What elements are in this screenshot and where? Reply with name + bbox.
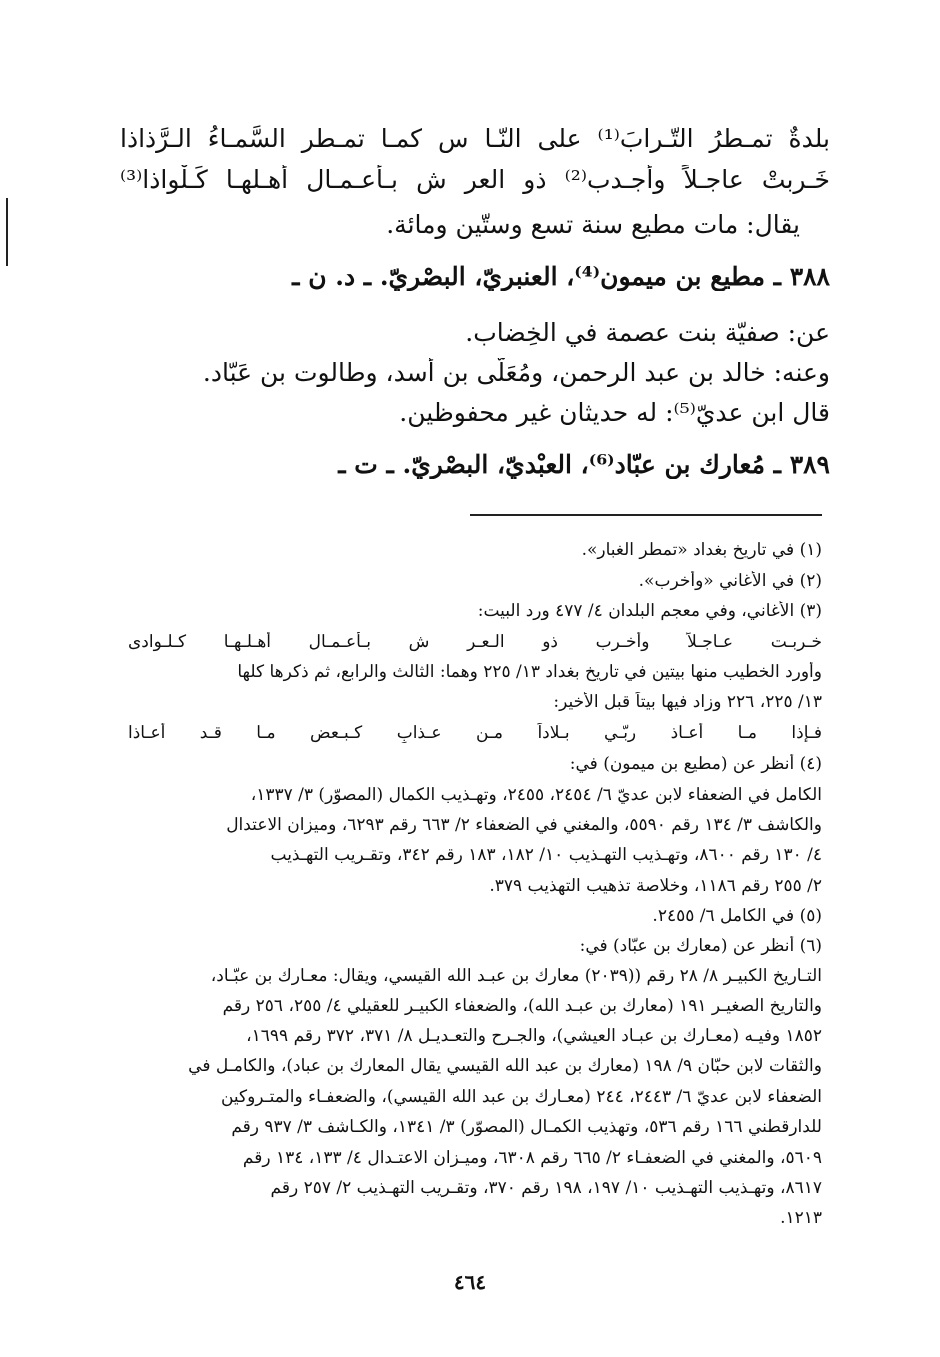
- footnote-5: (٥) في الكامل ٦/ ٢٤٥٥.: [652, 906, 822, 926]
- footnote-3: (٣) الأغاني، وفي معجم البلدان ٤/ ٤٧٧ ورد البيت:: [477, 601, 822, 621]
- entry-388-ibn-adi: قال ابن عديّ⁽⁵⁾: له حديثان غير محفوظين.: [399, 398, 830, 427]
- verse-line-2: خَـرِبتْ عاجـلاً وأجـدب⁽²⁾ ذو العر ش بـأعـمـال أهـلهـا كَـلْواذا⁽³⁾: [120, 165, 830, 194]
- death-note: يقال: مات مطيع سنة تسعٍ وستّين ومائة.: [386, 210, 800, 239]
- entry-388-from: عن: صفيّة بنت عصمة في الخِضاب.: [465, 318, 830, 347]
- footnote-4: (٤) أنظر عن (مطيع بن ميمون) في:: [569, 754, 822, 774]
- footnote-6-line-3: ١٨٥٢ وفيـه (معـارك بن عبـاد العيشي)، والجـرح والتعـديـل ٨/ ٣٧١، ٣٧٢ رقم ١٦٩٩،: [246, 1026, 822, 1046]
- footnote-1: (١) في تاريخ بغداد «تمطر الغبار».: [581, 540, 822, 560]
- page-number: ٤٦٤: [453, 1270, 487, 1294]
- footnote-4-line-1: الكامل في الضعفاء لابن عديّ ٦/ ٢٤٥٤، ٢٤٥٥، وتهـذيب الكمال (المصوّر) ٣/ ١٣٣٧،: [250, 785, 822, 805]
- footnote-3-verse-1: خـربـت عـاجـلاً وأخـرب ذو الـعـر ش بـأعـمـال أهـلـهـا كـلـوادى: [128, 632, 822, 652]
- footnote-4-line-2: والكاشف ٣/ ١٣٤ رقم ٥٥٩٠، والمغني في الضعفاء ٢/ ٦٦٣ رقم ٦٢٩٣، وميزان الاعتدال: [226, 815, 822, 835]
- footnote-4-line-4: ٢/ ٢٥٥ رقم ١١٨٦، وخلاصة تذهيب التهذيب ٣٧٩.: [489, 876, 822, 896]
- footnote-6-line-6: للدارقطني ١٦٦ رقم ٥٣٦، وتهذيب الكمـال (المصوّر) ٣/ ١٣٤١، والكـاشف ٣/ ٩٣٧ رقم: [231, 1117, 822, 1137]
- margin-mark: [6, 198, 8, 266]
- entry-389-heading: ٣٨٩ ـ مُعارك بن عبّاد⁽⁶⁾، العبْديّ، البصْريّ. ـ ت ـ: [338, 450, 830, 479]
- footnote-separator: [470, 514, 822, 516]
- footnote-3-line-2: وأورد الخطيب منها بيتين في تاريخ بغداد ١٣/ ٢٢٥ وهما: الثالث والرابع، ثم ذكرها كلها: [237, 662, 822, 682]
- footnote-6: (٦) أنظر عن (معارك بن عبّاد) في:: [579, 936, 822, 956]
- footnote-6-line-1: التـاريخ الكبيـر ٨/ ٢٨ رقم ((٢٠٣٩) معارك بن عبـد الله القيسي، ويقال: معـارك بن عبّـاد،: [210, 966, 822, 986]
- verse-line-1: بلدةٌ تمـطرُ التّـرابَ⁽¹⁾ على النّـا س كمـا تمـطر السَّمـاءُ الـرَّذاذا: [120, 124, 830, 153]
- footnote-2: (٢) في الأغاني «وأخرب».: [638, 571, 822, 591]
- entry-388-heading: ٣٨٨ ـ مطيع بن ميمون⁽⁴⁾، العنبريّ، البصْريّ. ـ د. ن ـ: [292, 262, 830, 291]
- footnote-6-line-4: والثقات لابن حبّان ٩/ ١٩٨ (معارك بن عبد الله القيسي يقال المعارك بن عباد)، والكامـل في: [188, 1056, 822, 1076]
- footnote-6-line-2: والتاريخ الصغيـر ١٩١ (معارك بن عبـد الله)، والضعفاء الكبيـر للعقيلي ٤/ ٢٥٥، ٢٥٦ رقم: [222, 996, 822, 1016]
- footnote-6-line-5: الضعفاء لابن عديّ ٦/ ٢٤٤٣، ٢٤٤ (معـارك بن عبد الله القيسي)، والضعفـاء والمتـروكين: [220, 1087, 822, 1107]
- footnote-6-line-8: ٨٦١٧، وتهـذيب التهـذيب ١٠/ ١٩٧، ١٩٨ رقم ٣٧٠، وتقـريب التهـذيب ٢/ ٢٥٧ رقم: [270, 1178, 822, 1198]
- footnote-3-verse-2: فـإذا مـا أعـاذ ربّـي بـلاداً مـن عـذابٍ كـبـعض مـا قـد أعـاذا: [128, 723, 822, 743]
- footnote-6-line-9: ١٢١٣.: [780, 1208, 822, 1228]
- footnote-6-line-7: ٥٦٠٩، والمغني في الضعفـاء ٢/ ٦٦٥ رقم ٦٣٠٨، وميـزان الاعتـدال ٤/ ١٣٣، ١٣٤ رقم: [242, 1148, 822, 1168]
- footnote-4-line-3: ٤/ ١٣٠ رقم ٨٦٠٠، وتهـذيب التهـذيب ١٠/ ١٨٢، ١٨٣ رقم ٣٤٢، وتقـريب التهـذيب: [270, 845, 822, 865]
- entry-388-students: وعنه: خالد بن عبد الرحمن، ومُعَلّى بن أسد، وطالوت بن عَبّاد.: [202, 358, 830, 387]
- footnote-3-line-3: ١٣/ ٢٢٥، ٢٢٦ وزاد فيها بيتاً قبل الأخير:: [553, 692, 822, 712]
